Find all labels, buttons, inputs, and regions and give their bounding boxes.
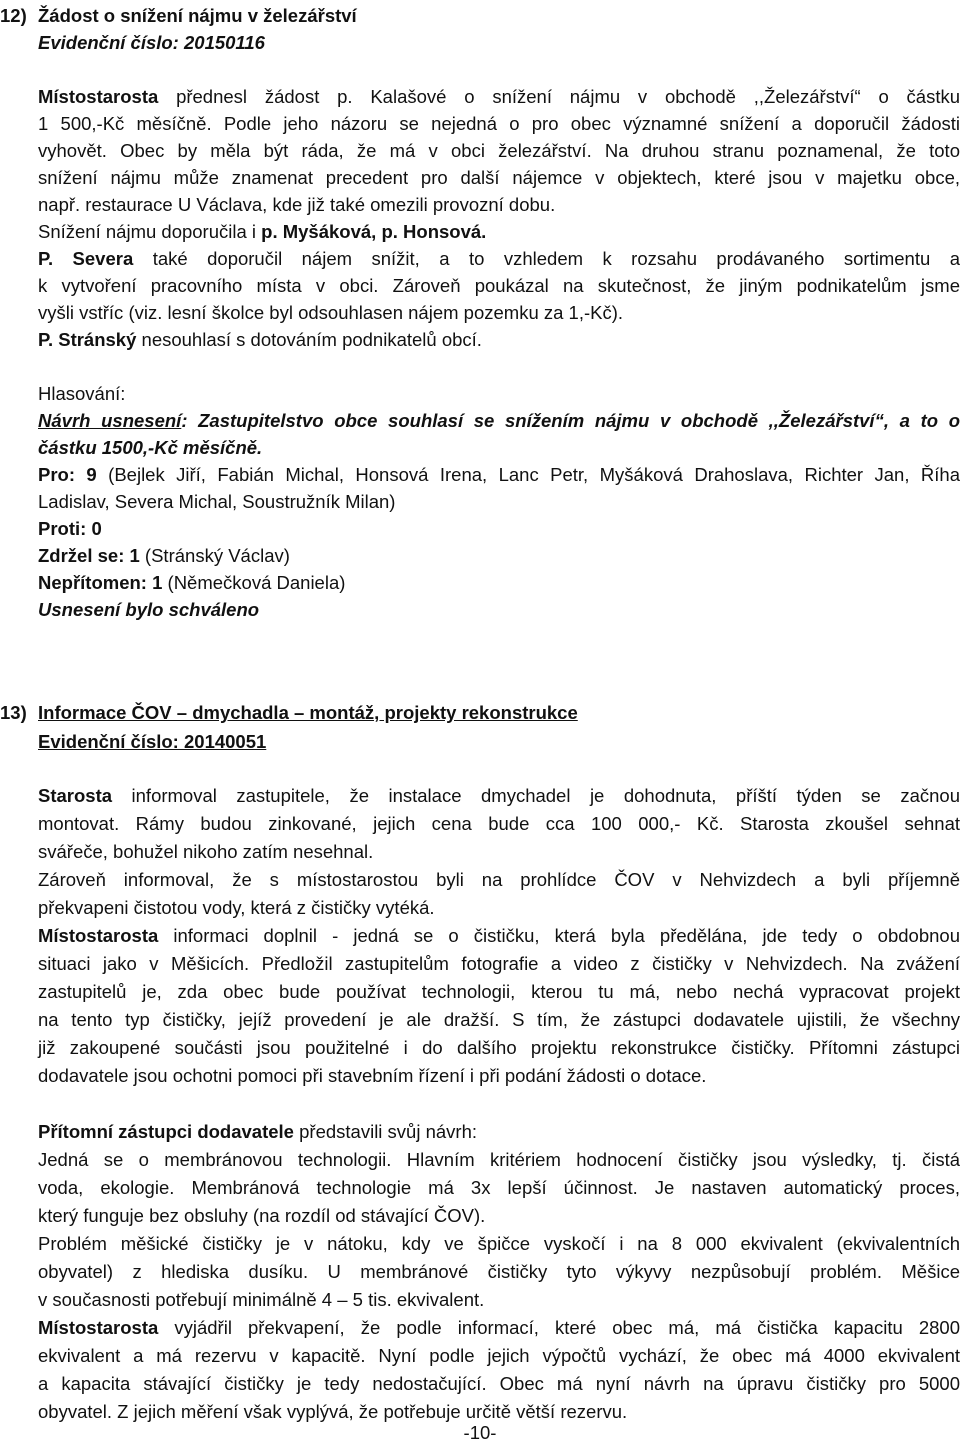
paragraph-text: snížení nájmu může znamenat precedent pro další nájemce v objektech, které jsou v majetku obce, [38,167,960,188]
paragraph-line [38,1006,960,1033]
paragraph-line [38,1118,477,1145]
resolution-result-text: Usnesení bylo schváleno [38,599,260,620]
section-number: 13) [0,702,27,723]
paragraph-text: vyhovět. Obec by měla být ráda, že má v obci železářství. Na druhou stranu poznamenal, že toto [38,140,960,161]
paragraph-line [38,1230,960,1257]
paragraph-line [38,1286,484,1313]
paragraph-line [38,137,960,164]
paragraph-line [38,299,623,326]
paragraph-line [38,191,555,218]
speaker-name: p. Myšáková, p. Honsová. [261,221,487,242]
paragraph-text: zastupitelů je, zda obec bude používat technologii, kterou tu má, nebo nechá vypracovat projekt [38,981,960,1002]
resolution-draft-cont [38,434,262,461]
paragraph-line [38,1258,960,1285]
speaker-name: Místostarosta [38,86,159,107]
paragraph-text: Problém měšické čističky je v nátoku, kdy ve špičce vyskočí i na 8 000 ekvivalent (ekvivalentních [38,1233,960,1254]
vote-absent-names: (Němečková Daniela) [162,572,346,593]
vote-absent-label: Nepřítomen: 1 [38,572,163,593]
resolution-text: částku 1500,-Kč měsíčně. [38,437,263,458]
voting-heading [38,380,125,407]
resolution-draft [38,407,960,434]
section-title: Žádost o snížení nájmu v železářství [38,5,357,26]
paragraph-text: montovat. Rámy budou zinkované, jejich cena bude cca 100 000,- Kč. Starosta zkoušel sehnat [38,813,960,834]
paragraph-line [38,1146,960,1173]
paragraph-text: překvapeni čistotou vody, která z čističky vytéká. [38,897,435,918]
paragraph-line [38,83,960,110]
vote-abstain-names: (Stránský Václav) [139,545,290,566]
paragraph-text: situaci jako v Měšicích. Předložil zastupitelům fotografie a video z čističky v Nehvizdech. Na zvážení [38,953,960,974]
vote-for-names: Ladislav, Severa Michal, Soustružník Milan) [38,491,396,512]
vote-abstain-label: Zdržel se: 1 [38,545,140,566]
paragraph-line [38,866,960,893]
evidence-number [38,29,265,56]
paragraph-text: dodavatele jsou ochotni pomoci při stavebním řízení i při podání žádosti o dotace. [38,1065,707,1086]
voting-label: Hlasování: [38,383,126,404]
paragraph-text: informoval zastupitele, že instalace dmychadel je dohodnuta, příští týden se začnou [112,785,960,806]
paragraph-line [38,810,960,837]
paragraph-line [38,1174,960,1201]
resolution-result [38,596,259,623]
paragraph-line [38,1202,485,1229]
section-13-heading [0,699,578,726]
paragraph-text: ekvivalent a má rezervu v kapacitě. Nyní podle jejich výpočtů vychází, že obec má 4000 ekvivalent [38,1345,960,1366]
paragraph-text: Zároveň informoval, že s místostarostou byli na prohlídce ČOV v Nehvizdech a byli příjemně [38,869,960,890]
paragraph-text: již zakoupené součásti jsou použitelné i do dalšího projektu rekonstrukce čističky. Přítomni zástupci [38,1037,960,1058]
paragraph-line [38,1342,960,1369]
vote-against [38,515,102,542]
paragraph-line [38,326,482,353]
speaker-name: Místostarosta [38,925,159,946]
paragraph-text: na tento typ čističky, jejíž provedení je ale dražší. S tím, že zástupci dodavatele ujistili, že všechny [38,1009,960,1030]
paragraph-text: Jedná se o membránovou technologii. Hlavním kritériem hodnocení čističky jsou výsledky, tj. čistá [38,1149,960,1170]
vote-for-names: (Bejlek Jiří, Fabián Michal, Honsová Irena, Lanc Petr, Myšáková Drahoslava, Richter Jan, Říha [96,464,960,485]
vote-absent [38,569,345,596]
paragraph-text: např. restaurace U Václava, kde již také omezili provozní dobu. [38,194,556,215]
paragraph-text: svářeče, bohužel nikoho zatím nesehnal. [38,841,374,862]
paragraph-line [38,894,435,921]
paragraph-text: vyjádřil překvapení, že podle informací, které obec má, má čistička kapacitu 2800 [158,1317,960,1338]
section-title: Informace ČOV – dmychadla – montáž, projekty rekonstrukce [38,702,578,723]
paragraph-text: nesouhlasí s dotováním podnikatelů obcí. [136,329,482,350]
paragraph-text: 1 500,-Kč měsíčně. Podle jeho názoru se nejedná o pro obec významné snížení a doporučil žádosti [38,113,960,134]
paragraph-line [38,110,960,137]
paragraph-text: v současnosti potřebují minimálně 4 – 5 tis. ekvivalent. [38,1289,485,1310]
paragraph-text: a kapacita stávající čističky je tedy nedostačující. Obec má nyní návrh na úpravu čističky pro 5000 [38,1373,960,1394]
paragraph-text: voda, ekologie. Membránová technologie má 3x lepší účinnost. Je nastaven automatický proces, [38,1177,960,1198]
vote-for-cont [38,488,395,515]
paragraph-line [38,1062,706,1089]
page-number: -10- [463,1422,497,1443]
paragraph-line [38,922,960,949]
paragraph-text: informaci doplnil - jedná se o čističku, která byla předělána, jde tedy o obdobnou [158,925,960,946]
speaker-name: P. Severa [38,248,134,269]
paragraph-text: obyvatel) z hlediska dusíku. U membránové čističky tyto výkyvy nezpůsobují problém. Měšice [38,1261,960,1282]
paragraph-text: který funguje bez obsluhy (na rozdíl od stávající ČOV). [38,1205,486,1226]
resolution-label: Návrh usnesení [38,410,182,431]
resolution-text: : Zastupitelstvo obce souhlasí se snížením nájmu v obchodě ,,Železářství“, a to o [181,410,960,431]
evidence-number-text: Evidenční číslo: 20150116 [38,32,265,53]
vote-abstain [38,542,290,569]
paragraph-line [38,218,486,245]
paragraph-line [38,164,960,191]
paragraph-text: přednesl žádost p. Kalašové o snížení nájmu v obchodě ,,Železářství“ o částku [158,86,960,107]
paragraph-text: Snížení nájmu doporučila i [38,221,262,242]
section-12-heading [0,2,357,29]
evidence-number-text: Evidenční číslo: 20140051 [38,731,267,752]
evidence-number [38,728,266,755]
speaker-name: Starosta [38,785,113,806]
paragraph-line [38,1370,960,1397]
section-number: 12) [0,5,27,26]
paragraph-line [38,245,960,272]
vote-against-label: Proti: 0 [38,518,102,539]
paragraph-line [38,1034,960,1061]
paragraph-text: také doporučil nájem snížit, a to vzhledem k rozsahu prodávaného sortimentu a [133,248,960,269]
paragraph-text: obyvatel. Z jejich měření však vyplývá, že potřebuje určitě větší rezervu. [38,1401,628,1422]
paragraph-text: vyšli vstříc (viz. lesní školce byl odsouhlasen nájem pozemku za 1,-Kč). [38,302,624,323]
paragraph-text: k vytvoření pracovního místa v obci. Zároveň poukázal na skutečnost, že jiným podnikatelům jsme [38,275,960,296]
paragraph-line [38,978,960,1005]
speaker-name: P. Stránský [38,329,137,350]
vote-for [38,461,960,488]
paragraph-line [38,838,373,865]
paragraph-line [38,1314,960,1341]
paragraph-text: představili svůj návrh: [293,1121,478,1142]
vote-for-label: Pro: 9 [38,464,97,485]
speaker-name: Místostarosta [38,1317,159,1338]
speaker-name: Přítomní zástupci dodavatele [38,1121,294,1142]
paragraph-line [38,950,960,977]
paragraph-line [38,272,960,299]
paragraph-line [38,782,960,809]
